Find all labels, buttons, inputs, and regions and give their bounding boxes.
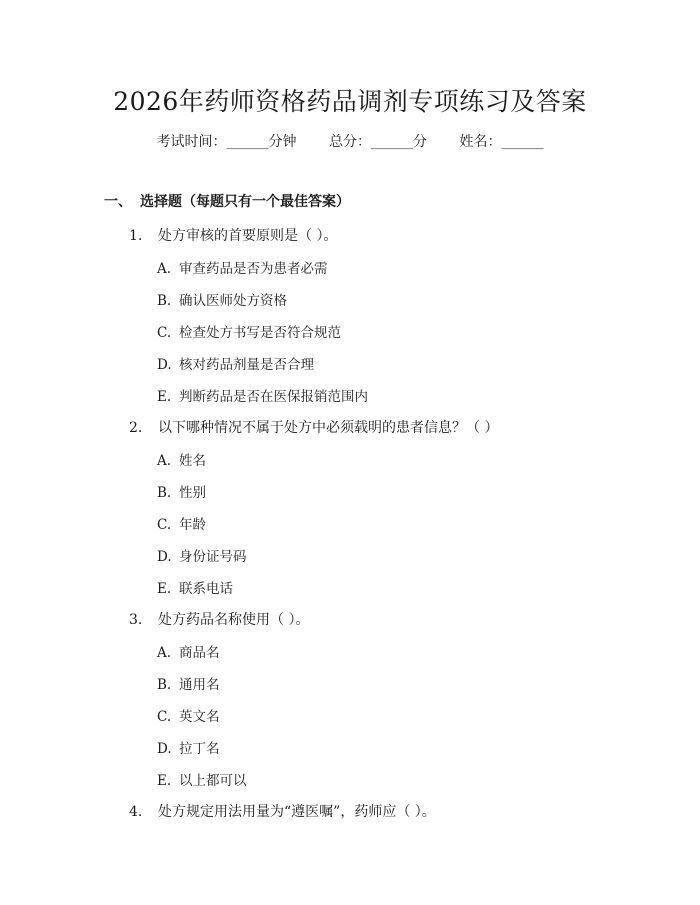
document-title: 2026年药师资格药品调剂专项练习及答案 [113,87,587,116]
option-3c [157,705,220,725]
option-text: 判断药品是否在医保报销范围内 [179,389,368,405]
option-text: 年龄 [179,517,206,533]
option-text: 英文名 [179,709,220,725]
option-text: 检查处方书写是否符合规范 [179,325,341,341]
option-1e [157,385,368,405]
option-label: D. [157,549,172,565]
option-label: A. [157,645,172,661]
section-title: 选择题（每题只有一个最佳答案） [140,194,350,210]
option-3b [157,673,220,693]
option-text: 身份证号码 [179,549,247,565]
question-text: 处方审核的首要原则是（ ）。 [158,228,338,244]
question-2 [129,417,498,437]
option-1d [157,353,314,373]
option-text: 通用名 [179,677,220,693]
total-score-blank: ______ [371,134,413,150]
option-text: 联系电话 [179,581,233,597]
option-label: E. [157,773,172,789]
question-number: 2. [129,420,143,436]
option-label: D. [157,741,172,757]
student-name-field [459,131,543,151]
section-number: 一、 [104,194,132,210]
option-label: E. [157,581,172,597]
question-number: 3. [129,612,143,628]
option-3e [157,769,247,789]
exam-info-line [0,131,700,151]
option-2b [157,481,206,501]
option-label: B. [157,293,172,309]
option-3d [157,737,220,757]
option-text: 以上都可以 [179,773,247,789]
option-text: 审查药品是否为患者必需 [179,261,328,277]
total-score-label: 总分： [329,134,371,150]
option-label: C. [157,709,172,725]
exam-time-unit: 分钟 [268,134,297,150]
question-3 [129,609,309,629]
option-label: A. [157,261,172,277]
option-text: 商品名 [179,645,220,661]
exam-time-field [157,131,297,151]
option-label: B. [157,677,172,693]
option-1c [157,321,341,341]
question-text: 处方规定用法用量为“遵医嘱”，药师应（ ）。 [158,804,436,820]
option-text: 姓名 [179,453,206,469]
option-2c [157,513,206,533]
option-text: 拉丁名 [179,741,220,757]
total-score-unit: 分 [413,134,427,150]
option-3a [157,641,220,661]
student-name-label: 姓名： [459,134,502,150]
question-text: 以下哪种情况不属于处方中必须载明的患者信息？（ ） [158,420,499,436]
option-label: C. [157,325,172,341]
option-1a [157,257,328,277]
question-number: 1. [129,228,143,244]
total-score-field [329,131,427,151]
option-label: E. [157,389,172,405]
exam-time-label: 考试时间： [156,134,227,150]
option-1b [157,289,287,309]
question-1 [129,225,337,245]
option-2e [157,577,233,597]
option-label: B. [157,485,172,501]
option-2d [157,545,247,565]
section-heading [104,191,350,211]
option-text: 确认医师处方资格 [179,293,287,309]
option-text: 核对药品剂量是否合理 [179,357,314,373]
exam-time-blank: ______ [226,134,269,150]
option-text: 性别 [179,485,206,501]
question-number: 4. [129,804,143,820]
option-label: A. [157,453,172,469]
option-2a [157,449,206,469]
question-4 [129,801,436,821]
question-text: 处方药品名称使用（ ）。 [158,612,310,628]
option-label: D. [157,357,172,373]
option-label: C. [157,517,172,533]
student-name-blank: ______ [501,134,544,150]
